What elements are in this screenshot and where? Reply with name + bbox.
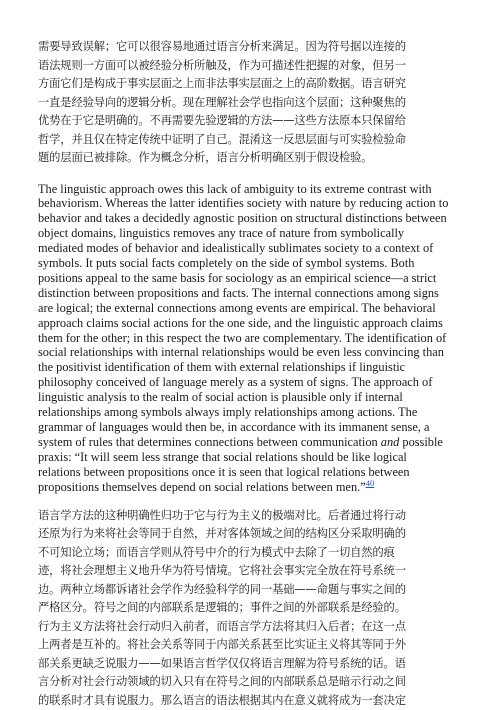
text-line: social relationships with internal relationships would be even less convincing than bbox=[38, 345, 444, 360]
text-line: distinction between propositions and facts. The internal connections among signs bbox=[38, 285, 439, 300]
text-line: 语法规则一方面可以被经验分析所触及，作为可描述性把握的对象，但另一 bbox=[38, 58, 406, 72]
text-line: the positivist identification of them with external relationships if linguistic bbox=[38, 360, 406, 375]
text-line: grammar of languages would then be, in accordance with its immanent sense, a bbox=[38, 420, 430, 434]
text-line: symbols. It puts social facts completely on the side of symbol systems. Both bbox=[38, 256, 415, 271]
text-line: 行为主义方法将社会行动归入前者，而语言学方法将其归入后者；在这一点 bbox=[38, 619, 406, 633]
chinese-paragraph-2 bbox=[38, 507, 462, 710]
text-line: 迹，将社会理想主义地升华为符号情境。它将社会事实完全放在符号系统一 bbox=[38, 564, 406, 578]
text-line: 优势在于它是明确的。不再需要先验逻辑的方法——这些方法原本只保留给 bbox=[38, 114, 406, 127]
text-line: behavior and takes a decidedly agnostic position on structural distinctions between bbox=[38, 211, 447, 226]
text-line: 哲学，并且仅在特定传统中证明了自己。混淆这一反思层面与可实验检验命 bbox=[38, 132, 406, 146]
english-paragraph bbox=[38, 182, 462, 495]
text-line: behaviorism. Whereas the latter identifies society with nature by reducing action to bbox=[38, 196, 449, 211]
text-line: linguistic analysis to the realm of social action is plausible only if internal bbox=[38, 390, 403, 405]
text-segment: propositions themselves depend on social relations between men.” bbox=[38, 479, 366, 494]
text-segment: system of rules that determines connections between communication bbox=[38, 434, 381, 449]
text-line: 上两者是互补的。将社会关系等同于内部关系甚至比实证主义将其等同于外 bbox=[38, 638, 406, 652]
text-line: 严格区分。符号之间的内部联系是逻辑的；事件之间的外部联系是经验的。 bbox=[38, 601, 406, 615]
text-line: mediated modes of behavior and idealistically sublimates society to a context of bbox=[38, 241, 434, 256]
text-line bbox=[38, 435, 462, 450]
text-line: 语言学方法的这种明确性归功于它与行为主义的极端对比。后者通过将行动 bbox=[38, 508, 406, 522]
text-line: 方面它们是构成于事实层面之上而非法事实层面之上的高阶数据。语言研究 bbox=[38, 77, 406, 90]
footnote-link[interactable]: 40 bbox=[365, 477, 375, 488]
text-line: praxis: “It will seem less strange that social relations should be like logical bbox=[38, 449, 407, 464]
italic-word: and bbox=[380, 434, 400, 449]
text-line: 需要导致误解；它可以很容易地通过语言分析来满足。因为符号据以连接的 bbox=[38, 40, 406, 53]
text-line: 题的层面已被排除。作为概念分析，语言分析明确区别于假设检验。 bbox=[38, 151, 373, 164]
text-line: The linguistic approach owes this lack of ambiguity to its extreme contrast with bbox=[38, 181, 432, 196]
text-line: 还原为行为来将社会等同于自然，并对客体领域之间的结构区分采取明确的 bbox=[38, 527, 406, 541]
text-line: 部关系更缺乏说服力——如果语言哲学仅仅将语言理解为符号系统的话。语 bbox=[38, 656, 406, 670]
chinese-paragraph-1 bbox=[38, 38, 462, 168]
text-line: them for the other; in this respect the two are complementary. The identification of bbox=[38, 330, 447, 345]
text-line: 言分析对社会行动领域的切入只有在符号之间的内部联系总是暗示行动之间 bbox=[38, 675, 406, 689]
text-line: 不可知论立场；而语言学则从符号中介的行为模式中去除了一切自然的痕 bbox=[38, 545, 395, 559]
text-line: 的联系时才具有说服力。那么语言的语法根据其内在意义就将成为一套决定 bbox=[38, 693, 406, 707]
text-line: approach claims social actions for the one side, and the linguistic approach claims bbox=[38, 315, 443, 330]
text-line: object domains, linguistics removes any trace of nature from symbolically bbox=[38, 226, 405, 241]
text-line: philosophy conceived of language merely as a system of signs. The approach of bbox=[38, 375, 433, 390]
text-line: positions appeal to the same basis for sociology as an empirical science—a strict bbox=[38, 270, 437, 285]
text-line: are logical; the external connections among events are empirical. The behavioral bbox=[38, 300, 436, 315]
text-segment: possible bbox=[399, 434, 443, 449]
text-line bbox=[38, 477, 462, 495]
text-line: 边。两种立场都诉诸社会学作为经验科学的同一基础——命题与事实之间的 bbox=[38, 582, 406, 596]
text-line: relationships among symbols always imply relationships among actions. The bbox=[38, 405, 418, 420]
text-line: relations between propositions once it is seen that logical relations between bbox=[38, 464, 410, 479]
text-line: 一直是经验导向的逻辑分析。现在理解社会学也指向这个层面；这种聚焦的 bbox=[38, 95, 406, 109]
